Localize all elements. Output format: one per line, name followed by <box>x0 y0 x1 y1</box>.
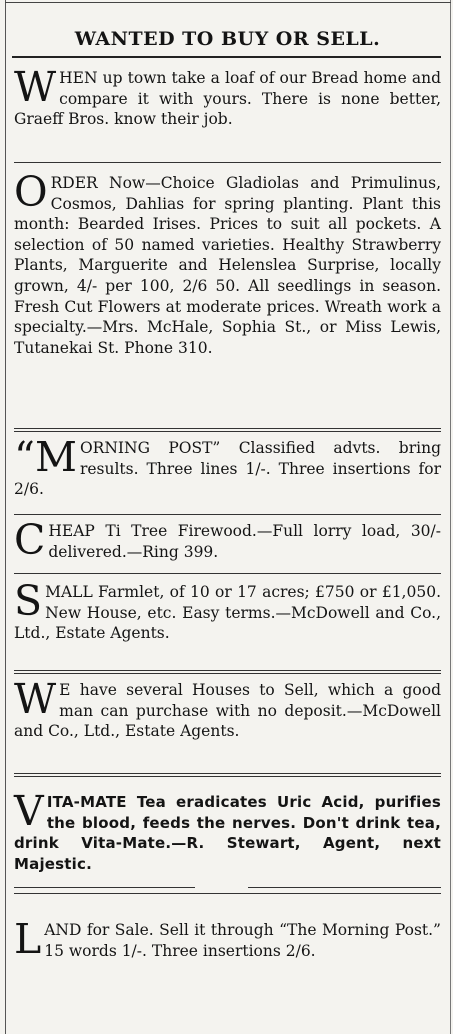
ad-text: HEN up town take a loaf of our Bread home and compare it with yours. There is none better, Graeff Bros. know their job. <box>14 69 441 129</box>
ad-initial: C <box>14 516 46 564</box>
ad-text: MALL Farmlet, of 10 or 17 acres; £750 or £1,050. New House, etc. Easy terms.—McDowell and Co., Ltd., Estate Agents. <box>14 583 441 643</box>
ad-divider <box>14 428 441 432</box>
ad-vita-mate <box>14 787 441 874</box>
ad-divider <box>14 573 441 574</box>
ad-bread <box>14 63 441 130</box>
ad-text: ORNING POST” Classified advts. bring results. Three lines 1/-. Three insertions for 2/6. <box>14 439 441 499</box>
ad-initial: “M <box>14 433 77 481</box>
column-rule-left <box>5 0 6 1034</box>
ad-initial: S <box>14 577 43 625</box>
section-heading: WANTED TO BUY OR SELL. <box>74 28 381 50</box>
ad-flowers <box>14 168 441 358</box>
ad-divider <box>14 514 441 515</box>
ad-text: AND for Sale. Sell it through “The Morning Post.” 15 words 1/-. Three insertions 2/6. <box>44 921 441 960</box>
ad-land <box>14 915 441 963</box>
ad-initial: W <box>14 675 57 723</box>
ad-divider <box>14 670 441 674</box>
column-rule-right <box>450 0 451 1034</box>
ad-firewood <box>14 516 441 564</box>
ad-divider <box>14 773 441 777</box>
heading-underline <box>12 56 441 58</box>
ad-divider <box>14 887 195 888</box>
ad-text: E have several Houses to Sell, which a good man can purchase with no deposit.—McDowell and Co., Ltd., Estate Agents. <box>14 681 441 741</box>
ad-divider <box>248 887 441 888</box>
ad-divider <box>14 162 441 163</box>
ad-farmlet <box>14 577 441 644</box>
ad-text: RDER Now—Choice Gladiolas and Primulinus, Cosmos, Dahlias for spring planting. Plant this month: Bearded Irises. Prices to suit all pockets. A selection of 50 named varieties. Healthy Strawberry Plants, Marguerite and Helenslea Surprise, locally grown, 4/- per 100, 2/6 50. All seedlings in season. Fresh Cut Flowers at moderate prices. Wreath work a specialty.—Mrs. McHale, Sophia St., or Miss Lewis, Tutanekai St. Phone 310. <box>14 174 441 357</box>
ad-initial: W <box>14 63 57 111</box>
ad-divider <box>14 893 441 894</box>
ad-initial: V <box>14 787 44 835</box>
ad-initial: O <box>14 168 48 216</box>
ad-text: HEAP Ti Tree Firewood.—Full lorry load, 30/- delivered.—Ring 399. <box>48 522 441 561</box>
ad-initial: L <box>14 915 42 963</box>
ad-text: ITA-MATE Tea eradicates Uric Acid, purifies the blood, feeds the nerves. Don't drink tea, drink Vita-Mate.—R. Stewart, Agent, next Majestic. <box>14 793 441 873</box>
top-rule <box>5 2 451 3</box>
ad-houses <box>14 675 441 742</box>
ad-morning-post <box>14 433 441 500</box>
